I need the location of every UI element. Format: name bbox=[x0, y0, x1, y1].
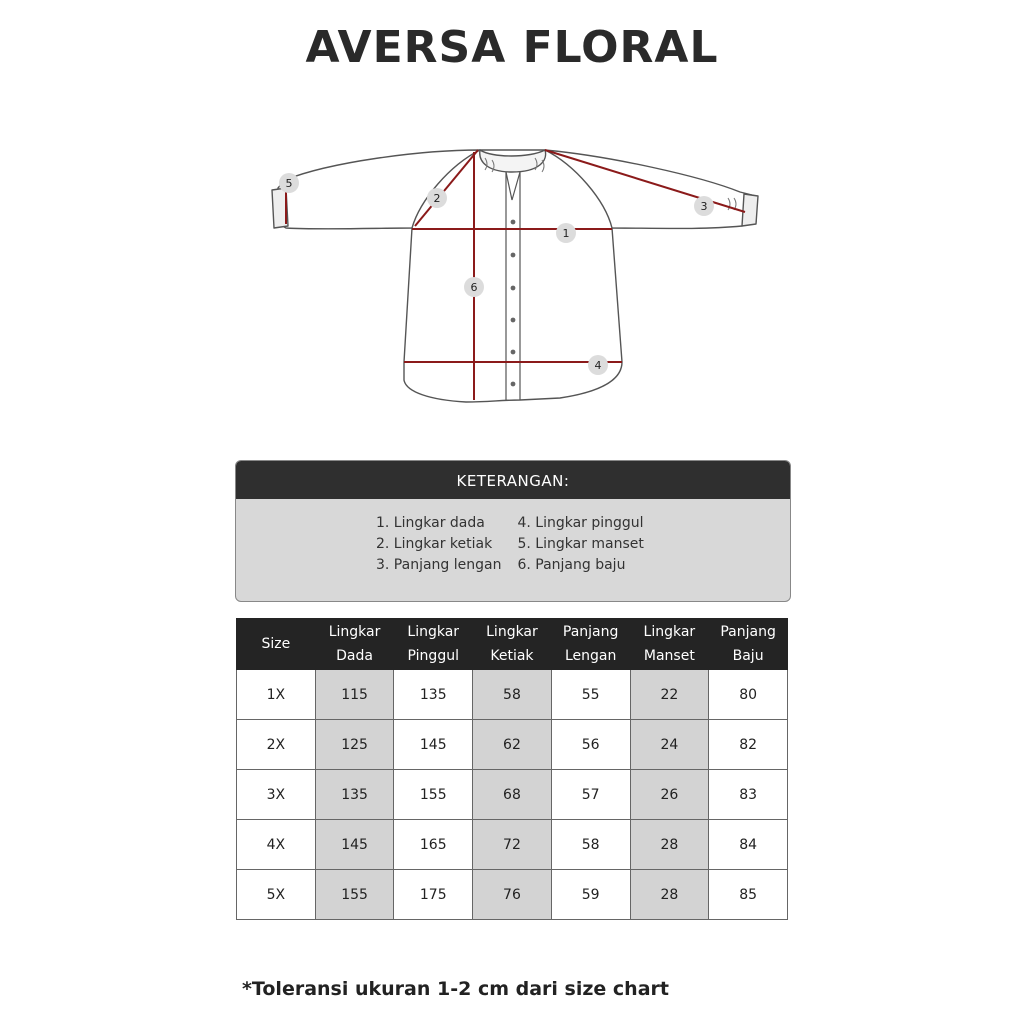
legend-item: 4. Lingkar pinggul bbox=[517, 515, 644, 531]
measure-badge-2 bbox=[427, 188, 447, 208]
legend-item: 1. Lingkar dada bbox=[376, 515, 485, 531]
size-chart-table bbox=[236, 618, 788, 920]
cell-value: 175 bbox=[394, 870, 473, 920]
cell-size: 4X bbox=[237, 820, 316, 870]
legend-item: 5. Lingkar manset bbox=[517, 536, 644, 552]
cell-value: 56 bbox=[551, 720, 630, 770]
cell-value: 22 bbox=[630, 670, 709, 720]
legend-header: KETERANGAN: bbox=[236, 461, 790, 499]
cell-value: 82 bbox=[709, 720, 788, 770]
cell-value: 59 bbox=[551, 870, 630, 920]
cell-size: 3X bbox=[237, 770, 316, 820]
cell-value: 155 bbox=[394, 770, 473, 820]
svg-text:1: 1 bbox=[562, 227, 570, 240]
tolerance-note: *Toleransi ukuran 1-2 cm dari size chart bbox=[242, 978, 669, 1000]
table-header-row bbox=[237, 619, 788, 670]
cell-value: 85 bbox=[709, 870, 788, 920]
measure-badge-1 bbox=[556, 223, 576, 243]
legend-item: 6. Panjang baju bbox=[517, 557, 626, 573]
svg-text:2: 2 bbox=[433, 192, 441, 205]
legend-item: 2. Lingkar ketiak bbox=[376, 536, 493, 552]
cell-value: 57 bbox=[551, 770, 630, 820]
svg-text:5: 5 bbox=[285, 177, 293, 190]
cell-value: 26 bbox=[630, 770, 709, 820]
svg-text:3: 3 bbox=[700, 200, 708, 213]
table-row bbox=[237, 670, 788, 720]
header-panjang-lengan: Panjang Lengan bbox=[551, 619, 630, 670]
legend-item: 3. Panjang lengan bbox=[376, 557, 502, 573]
cell-value: 72 bbox=[473, 820, 552, 870]
table-row bbox=[237, 720, 788, 770]
cell-size: 2X bbox=[237, 720, 316, 770]
measure-badge-3 bbox=[694, 196, 714, 216]
cell-value: 28 bbox=[630, 820, 709, 870]
cell-value: 165 bbox=[394, 820, 473, 870]
cell-value: 145 bbox=[315, 820, 394, 870]
legend-box bbox=[235, 460, 791, 602]
legend-columns bbox=[376, 513, 644, 576]
legend-col-left bbox=[376, 513, 501, 576]
cell-value: 155 bbox=[315, 870, 394, 920]
header-lingkar-pinggul: Lingkar Pinggul bbox=[394, 619, 473, 670]
cell-value: 135 bbox=[315, 770, 394, 820]
cell-value: 115 bbox=[315, 670, 394, 720]
measure-badge-4 bbox=[588, 355, 608, 375]
cell-value: 55 bbox=[551, 670, 630, 720]
header-lingkar-dada: Lingkar Dada bbox=[315, 619, 394, 670]
cell-value: 28 bbox=[630, 870, 709, 920]
page-title: AVERSA FLORAL bbox=[305, 22, 719, 73]
cell-value: 83 bbox=[709, 770, 788, 820]
header-lingkar-manset: Lingkar Manset bbox=[630, 619, 709, 670]
cell-value: 58 bbox=[551, 820, 630, 870]
svg-text:6: 6 bbox=[470, 281, 478, 294]
header-lingkar-ketiak: Lingkar Ketiak bbox=[473, 619, 552, 670]
cell-value: 125 bbox=[315, 720, 394, 770]
cell-value: 24 bbox=[630, 720, 709, 770]
cell-value: 145 bbox=[394, 720, 473, 770]
cell-value: 84 bbox=[709, 820, 788, 870]
table-row bbox=[237, 870, 788, 920]
cell-value: 62 bbox=[473, 720, 552, 770]
cell-value: 68 bbox=[473, 770, 552, 820]
table-row bbox=[237, 770, 788, 820]
cell-size: 1X bbox=[237, 670, 316, 720]
svg-text:4: 4 bbox=[594, 359, 602, 372]
header-panjang-baju: Panjang Baju bbox=[709, 619, 788, 670]
legend-col-right bbox=[517, 513, 643, 576]
cell-size: 5X bbox=[237, 870, 316, 920]
cell-value: 58 bbox=[473, 670, 552, 720]
measure-badge-5 bbox=[279, 173, 299, 193]
measure-badge-6 bbox=[464, 277, 484, 297]
cell-value: 80 bbox=[709, 670, 788, 720]
header-size: Size bbox=[237, 619, 316, 670]
garment-diagram bbox=[240, 130, 770, 420]
cell-value: 76 bbox=[473, 870, 552, 920]
cell-value: 135 bbox=[394, 670, 473, 720]
table-row bbox=[237, 820, 788, 870]
